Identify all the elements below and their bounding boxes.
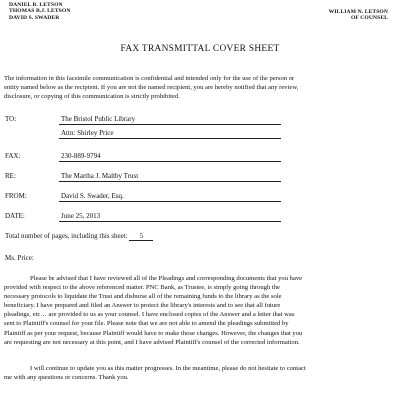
total-pages-value: 5 <box>129 232 153 241</box>
paragraph-line: beneficiary. I have prepared and filed an Answer to protect the library's interests and to see that all future <box>4 302 281 310</box>
date-label: DATE: <box>5 212 25 220</box>
paragraph-line: provided with respect to the above referenced matter. PNC Bank, as Trustee, is simply going through the <box>4 284 280 292</box>
of-counsel-name: WILLIAM N. LETSON <box>328 9 388 15</box>
re-label: RE: <box>5 172 16 180</box>
paragraph-line: sent to Plaintiff's counsel for your file. Please note that we are not able to amend the pleadings submitted by <box>4 320 289 328</box>
paragraph-line: me with any questions or concerns. Thank you. <box>4 374 129 382</box>
partner-name: DANIEL B. LETSON <box>9 2 63 8</box>
notice-line: The information in this facsimile communication is confidential and intended only for the use of the person or <box>4 75 295 82</box>
body-paragraph-2 <box>4 364 396 382</box>
from-underline <box>59 201 281 202</box>
confidentiality-notice <box>4 74 398 101</box>
total-pages-label: Total number of pages, including this sheet: <box>5 232 128 240</box>
from-value: David S. Swader, Esq. <box>61 192 124 200</box>
date-underline <box>59 221 281 222</box>
paragraph-line: Plaintiff as per your request, because Plaintiff would have to make those changes. However, the changes that you <box>4 329 303 337</box>
partner-name: THOMAS B.J. LETSON <box>9 8 71 15</box>
to-underline <box>59 124 281 125</box>
attn-value: Attn: Shirley Price <box>61 129 114 137</box>
from-label: FROM: <box>5 192 27 200</box>
attn-underline <box>59 138 281 139</box>
date-value: June 25, 2013 <box>61 212 101 220</box>
of-counsel-label: OF COUNSEL <box>350 15 388 22</box>
paragraph-line: are requesting are not necessary at this point, and I have advised Plaintiff's counsel of the corrected information. <box>4 338 300 346</box>
salutation: Ms. Price: <box>5 254 34 262</box>
notice-line: entity named below as the recipient. If you are not the named recipient, you are hereby notified that any review, <box>4 84 299 91</box>
total-pages <box>5 232 153 241</box>
document-title: FAX TRANSMITTAL COVER SHEET <box>120 44 280 54</box>
partner-name: DAVID S. SWADER <box>9 14 60 21</box>
to-label: TO: <box>5 115 17 123</box>
paragraph-line: I will continue to update you as this matter progresses. In the meantime, please do not hesitate to contact <box>30 365 306 372</box>
paragraph-line: Please be advised that I have reviewed all of the Pleadings and corresponding documents that you have <box>30 275 303 282</box>
fax-underline <box>59 161 281 162</box>
paragraph-line: pleadings, etc… are provided to us as your counsel. I have enclosed copies of the Answer and a letter that was <box>4 311 295 319</box>
paragraph-line: necessary protocols to liquidate the Trust and disburse all of the remaining funds to the library as the sole <box>4 293 282 301</box>
fax-label: FAX: <box>5 152 21 160</box>
to-value: The Bristol Public Library <box>61 115 136 123</box>
re-value: The Martha J. Maltby Trust <box>61 172 139 180</box>
notice-line: disclosure, or copying of this communication is strictly prohibited. <box>4 93 180 100</box>
letterhead-of-counsel <box>329 9 388 22</box>
body-paragraph-1 <box>4 274 396 347</box>
fax-value: 230-889-9794 <box>61 152 101 160</box>
letterhead-partners <box>9 2 70 21</box>
re-underline <box>59 181 281 182</box>
